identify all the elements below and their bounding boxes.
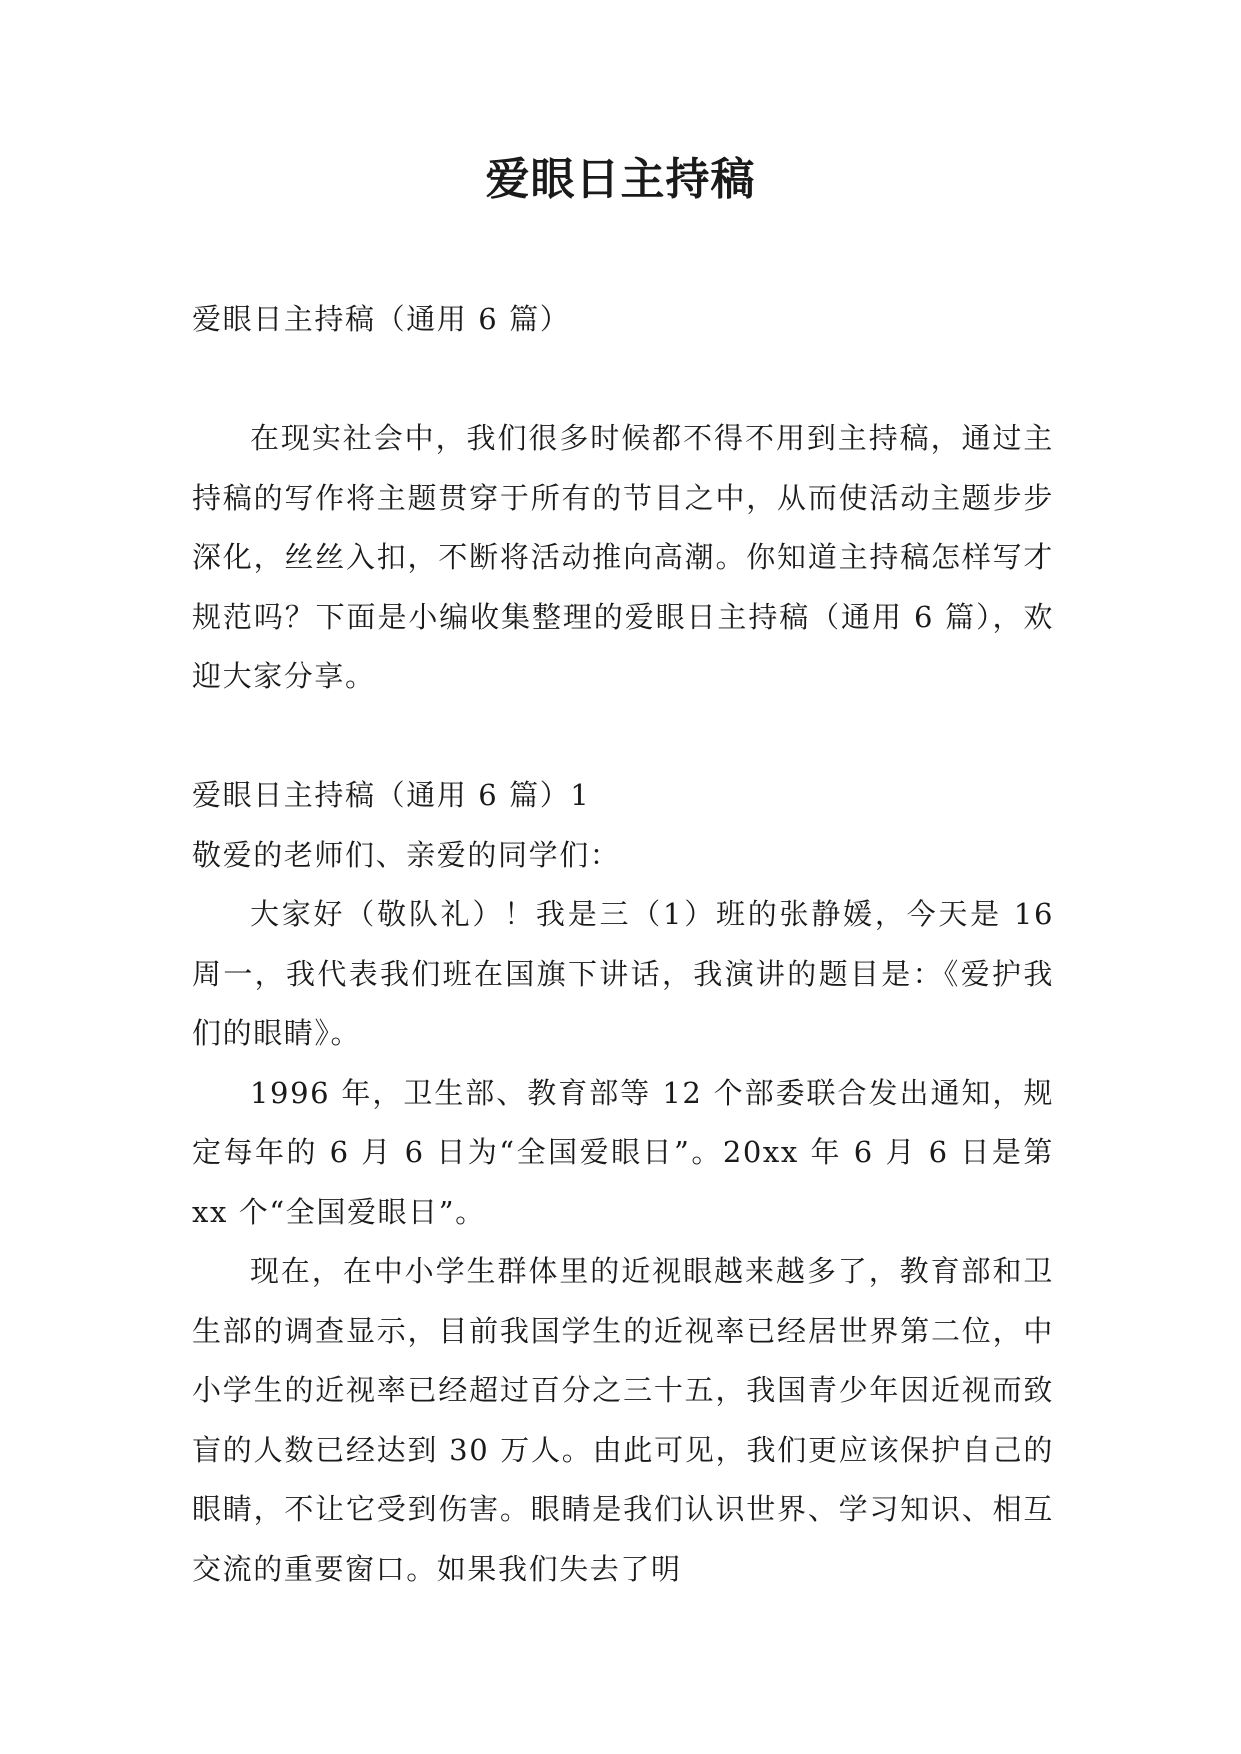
body-paragraph: 1996 年，卫生部、教育部等 12 个部委联合发出通知，规定每年的 6 月 6 日为“全国爱眼日”。20xx 年 6 月 6 日是第 xx 个“全国爱眼日”。 (192, 1075, 1054, 1229)
spacer (192, 707, 1054, 767)
body-paragraph: 现在，在中小学生群体里的近视眼越来越多了，教育部和卫生部的调查显示，目前我国学生的近视率已经居世界第二位，中小学生的近视率已经超过百分之三十五，我国青少年因近视而致盲的人数已经达到 30 万人。由此可见，我们更应该保护自己的眼睛，不让它受到伤害。眼睛是我们认识世界、学习知识、相互交流的重要窗口。如果我们失去了明 (192, 1254, 1054, 1586)
document-body (192, 290, 1054, 1599)
intro-paragraph: 在现实社会中，我们很多时候都不得不用到主持稿，通过主持稿的写作将主题贯穿于所有的节目之中，从而使活动主题步步深化，丝丝入扣，不断将活动推向高潮。你知道主持稿怎样写才规范吗？下面是小编收集整理的爱眼日主持稿（通用 6 篇），欢迎大家分享。 (192, 421, 1054, 693)
document-subtitle: 爱眼日主持稿（通用 6 篇） (192, 302, 571, 336)
section-heading: 爱眼日主持稿（通用 6 篇）1 (192, 778, 591, 812)
salutation: 敬爱的老师们、亲爱的同学们： (192, 837, 621, 872)
body-paragraph: 大家好（敬队礼）！我是三（1）班的张静媛，今天是 16 周一，我代表我们班在国旗下讲话，我演讲的题目是：《爱护我们的眼睛》。 (192, 897, 1054, 1050)
document-title: 爱眼日主持稿 (485, 154, 756, 205)
spacer (192, 350, 1054, 410)
